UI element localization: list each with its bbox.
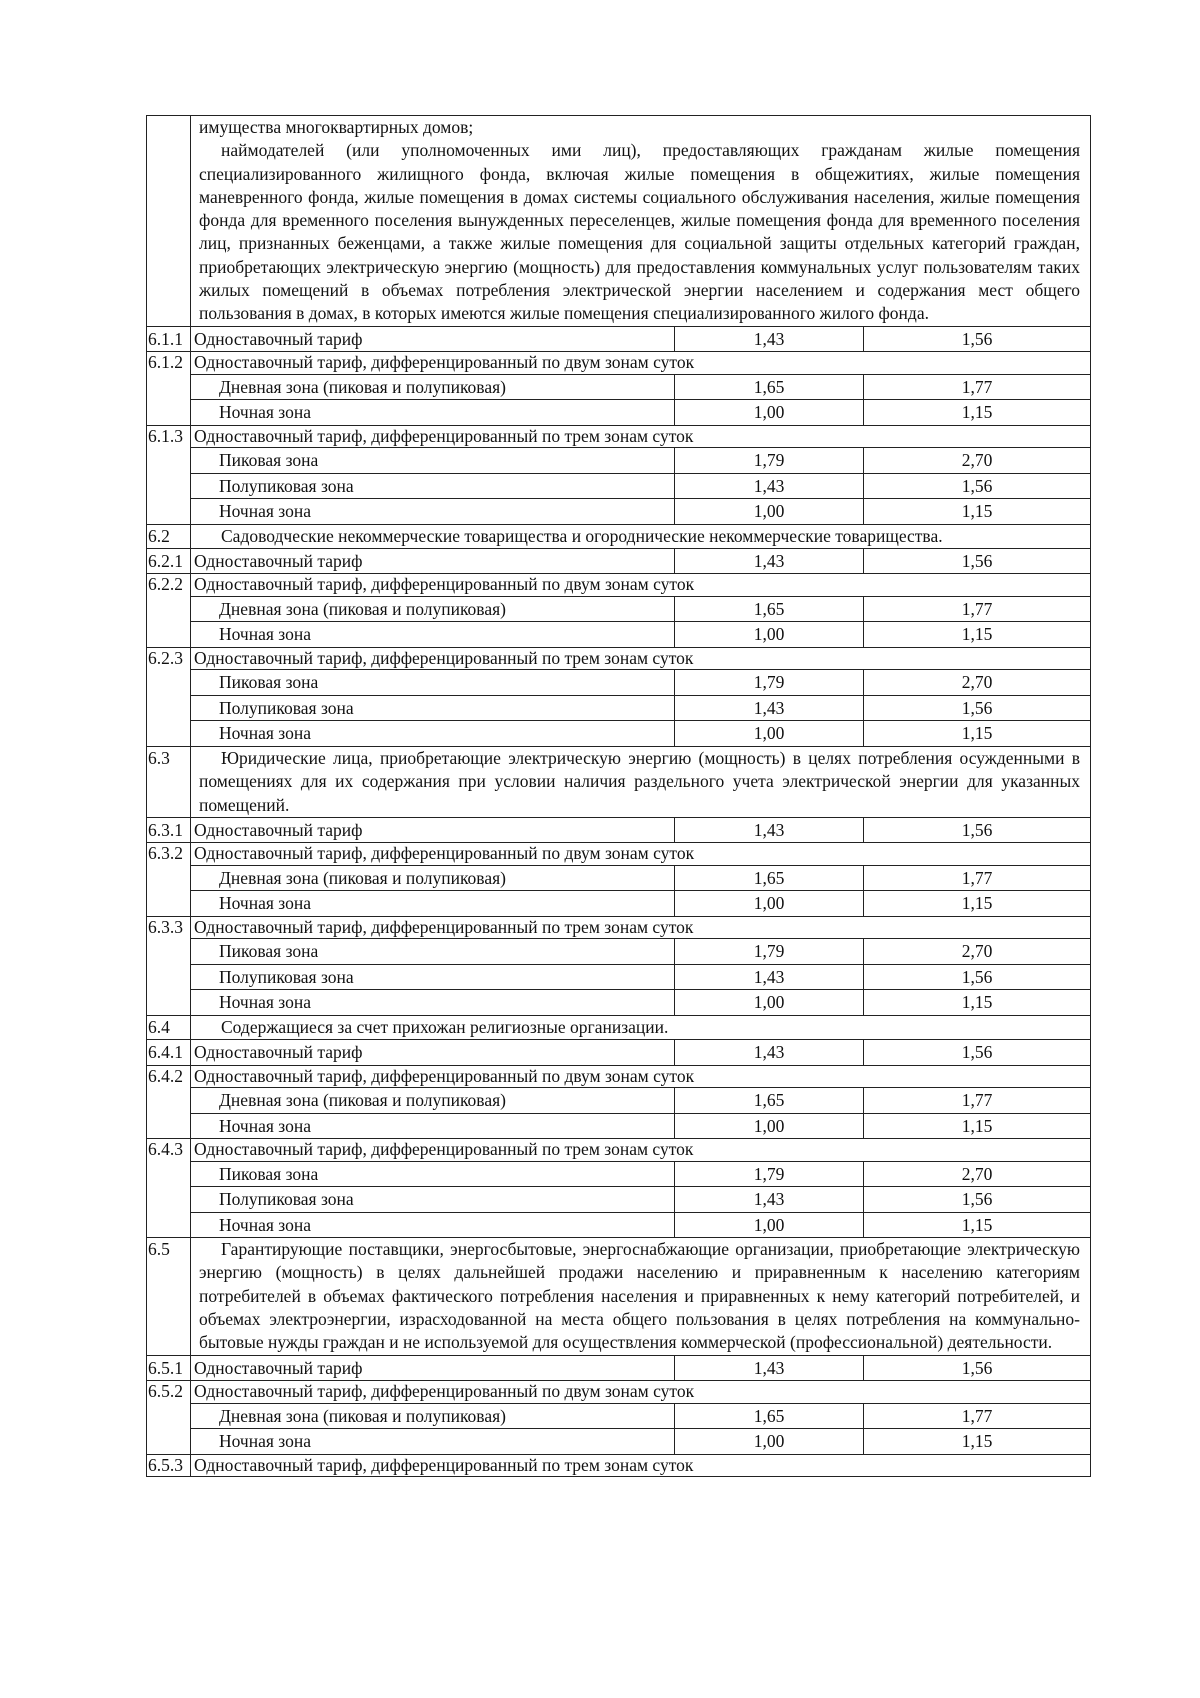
value-cell-1: 1,43	[675, 964, 864, 990]
value-cell-1: 1,65	[675, 865, 864, 891]
row-label: Одноставочный тариф	[191, 817, 675, 843]
value-cell-1: 1,43	[675, 326, 864, 352]
row-number: 6.5.2	[147, 1381, 191, 1455]
value-cell-2: 1,56	[864, 473, 1091, 499]
value-cell-2: 1,56	[864, 964, 1091, 990]
intro-cell	[191, 116, 1091, 327]
sub-row	[147, 374, 1091, 400]
value-cell-2: 1,15	[864, 400, 1091, 426]
sub-row	[147, 1429, 1091, 1455]
sub-row	[147, 990, 1091, 1016]
group-header-label: Одноставочный тариф, дифференцированный по двум зонам суток	[191, 352, 1091, 375]
row-number: 6.1.1	[147, 326, 191, 352]
value-cell-1: 1,00	[675, 499, 864, 525]
group-header-label: Одноставочный тариф, дифференцированный по двум зонам суток	[191, 1065, 1091, 1088]
zone-label: Ночная зона	[191, 499, 675, 525]
group-header-row	[147, 1381, 1091, 1404]
value-cell-1: 1,79	[675, 670, 864, 696]
section-row	[147, 1238, 1091, 1355]
zone-label: Дневная зона (пиковая и полупиковая)	[191, 596, 675, 622]
group-header-row	[147, 1065, 1091, 1088]
row-label: Одноставочный тариф	[191, 326, 675, 352]
value-cell-2: 1,15	[864, 1212, 1091, 1238]
row-number: 6.4.3	[147, 1139, 191, 1238]
section-description	[191, 1238, 1091, 1355]
value-cell-2: 1,15	[864, 891, 1091, 917]
row-number: 6.3.1	[147, 817, 191, 843]
value-cell-2: 1,77	[864, 596, 1091, 622]
intro-num-cell	[147, 116, 191, 327]
value-cell-1: 1,43	[675, 817, 864, 843]
group-header-label: Одноставочный тариф, дифференцированный по трем зонам суток	[191, 647, 1091, 670]
zone-label: Полупиковая зона	[191, 1187, 675, 1213]
value-cell-1: 1,43	[675, 695, 864, 721]
sub-row	[147, 448, 1091, 474]
group-header-label: Одноставочный тариф, дифференцированный по двум зонам суток	[191, 574, 1091, 597]
group-header-label: Одноставочный тариф, дифференцированный по двум зонам суток	[191, 1381, 1091, 1404]
value-cell-2: 1,77	[864, 1088, 1091, 1114]
zone-label: Ночная зона	[191, 891, 675, 917]
group-header-row	[147, 916, 1091, 939]
zone-label: Дневная зона (пиковая и полупиковая)	[191, 865, 675, 891]
section-text: Содержащиеся за счет прихожан религиозные организации.	[221, 1016, 669, 1037]
sub-row	[147, 1187, 1091, 1213]
value-cell-1: 1,00	[675, 891, 864, 917]
value-cell-2: 1,56	[864, 1187, 1091, 1213]
zone-label: Пиковая зона	[191, 670, 675, 696]
value-cell-1: 1,00	[675, 1429, 864, 1455]
intro-paragraph: наймодателей (или уполномоченных ими лиц), предоставляющих гражданам жилые помещения специализированного жилищного фонда, включая жилые помещения в общежитиях, жилые помещения маневренного фонда, жилые помещения в домах системы социального обслуживания населения, жилые помещения фонда для временного поселения вынужденных переселенцев, жилые помещения фонда для временного поселения лиц, признанных беженцами, а также жилые помещения для социальной защиты отдельных категорий граждан, приобретающих электрическую энергию (мощность) для предоставления коммунальных услуг пользователям таких жилых помещений в объемах потребления электрической энергии населением и содержания мест общего пользования в домах, в которых имеются жилые помещения специализированного жилого фонда.	[199, 140, 1080, 324]
row-label: Одноставочный тариф	[191, 548, 675, 574]
value-cell-2: 1,77	[864, 865, 1091, 891]
value-cell-2: 2,70	[864, 1161, 1091, 1187]
sub-row	[147, 1113, 1091, 1139]
value-cell-1: 1,43	[675, 548, 864, 574]
value-cell-1: 1,43	[675, 1187, 864, 1213]
zone-label: Пиковая зона	[191, 1161, 675, 1187]
sub-row	[147, 939, 1091, 965]
value-cell-1: 1,00	[675, 721, 864, 747]
zone-label: Ночная зона	[191, 1113, 675, 1139]
document-page	[146, 115, 1090, 1477]
value-cell-2: 2,70	[864, 670, 1091, 696]
value-cell-2: 1,77	[864, 1403, 1091, 1429]
value-cell-1: 1,00	[675, 1113, 864, 1139]
zone-label: Ночная зона	[191, 990, 675, 1016]
tariff-row	[147, 817, 1091, 843]
value-cell-2: 2,70	[864, 448, 1091, 474]
row-number: 6.1.3	[147, 425, 191, 524]
sub-row	[147, 964, 1091, 990]
row-number: 6.3.3	[147, 916, 191, 1015]
sub-row	[147, 499, 1091, 525]
row-label: Одноставочный тариф	[191, 1355, 675, 1381]
sub-row	[147, 1403, 1091, 1429]
sub-row	[147, 1088, 1091, 1114]
group-header-label: Одноставочный тариф, дифференцированный по трем зонам суток	[191, 916, 1091, 939]
tariff-row	[147, 326, 1091, 352]
sub-row	[147, 1212, 1091, 1238]
value-cell-1: 1,65	[675, 1088, 864, 1114]
value-cell-1: 1,00	[675, 990, 864, 1016]
zone-label: Ночная зона	[191, 622, 675, 648]
value-cell-2: 1,77	[864, 374, 1091, 400]
row-number: 6.4.1	[147, 1040, 191, 1066]
value-cell-1: 1,79	[675, 939, 864, 965]
zone-label: Ночная зона	[191, 1429, 675, 1455]
value-cell-1: 1,65	[675, 1403, 864, 1429]
group-header-row	[147, 647, 1091, 670]
tariff-row	[147, 1355, 1091, 1381]
value-cell-2: 1,56	[864, 817, 1091, 843]
section-row	[147, 746, 1091, 817]
intro-row	[147, 116, 1091, 327]
zone-label: Пиковая зона	[191, 939, 675, 965]
value-cell-2: 1,15	[864, 1113, 1091, 1139]
section-text: Гарантирующие поставщики, энергосбытовые, энергоснабжающие организации, приобретающие электрическую энергию (мощность) в целях дальнейшей продажи населению и приравненным к населению категориям потребителей в объемах фактического потребления населения и приравненных к нему категорий потребителей, и объемах электроэнергии, израсходованной на места общего пользования в целях потребления на коммунально-бытовые нужды граждан и не используемой для осуществления коммерческой (профессиональной) деятельности.	[199, 1239, 1080, 1353]
zone-label: Дневная зона (пиковая и полупиковая)	[191, 374, 675, 400]
group-header-row	[147, 1454, 1091, 1477]
value-cell-1: 1,79	[675, 1161, 864, 1187]
value-cell-1: 1,00	[675, 400, 864, 426]
section-text: Садоводческие некоммерческие товарищества и огороднические некоммерческие товарищества.	[221, 525, 943, 546]
section-number: 6.4	[147, 1015, 191, 1039]
row-number: 6.5.1	[147, 1355, 191, 1381]
sub-row	[147, 891, 1091, 917]
row-label: Одноставочный тариф	[191, 1040, 675, 1066]
zone-label: Полупиковая зона	[191, 695, 675, 721]
sub-row	[147, 695, 1091, 721]
value-cell-1: 1,65	[675, 596, 864, 622]
zone-label: Дневная зона (пиковая и полупиковая)	[191, 1088, 675, 1114]
section-description	[191, 746, 1091, 817]
value-cell-2: 1,56	[864, 1040, 1091, 1066]
value-cell-2: 1,56	[864, 326, 1091, 352]
tariff-row	[147, 1040, 1091, 1066]
value-cell-2: 1,15	[864, 721, 1091, 747]
zone-label: Ночная зона	[191, 721, 675, 747]
sub-row	[147, 473, 1091, 499]
tariff-table	[146, 115, 1091, 1477]
value-cell-2: 1,56	[864, 548, 1091, 574]
group-header-label: Одноставочный тариф, дифференцированный по двум зонам суток	[191, 843, 1091, 866]
row-number: 6.4.2	[147, 1065, 191, 1139]
value-cell-1: 1,43	[675, 1355, 864, 1381]
group-header-row	[147, 1139, 1091, 1162]
value-cell-1: 1,00	[675, 1212, 864, 1238]
section-description	[191, 1015, 1091, 1039]
sub-row	[147, 596, 1091, 622]
group-header-row	[147, 574, 1091, 597]
group-header-row	[147, 425, 1091, 448]
value-cell-1: 1,65	[675, 374, 864, 400]
tariff-table-body	[147, 116, 1091, 1477]
value-cell-2: 1,15	[864, 990, 1091, 1016]
sub-row	[147, 1161, 1091, 1187]
zone-label: Ночная зона	[191, 400, 675, 426]
value-cell-2: 1,56	[864, 695, 1091, 721]
value-cell-2: 2,70	[864, 939, 1091, 965]
sub-row	[147, 865, 1091, 891]
group-header-row	[147, 352, 1091, 375]
section-text: Юридические лица, приобретающие электрическую энергию (мощность) в целях потребления осужденными в помещениях для их содержания при условии наличия раздельного учета электрической энергии для указанных помещений.	[199, 747, 1080, 815]
section-row	[147, 1015, 1091, 1039]
group-header-row	[147, 843, 1091, 866]
row-number: 6.2.1	[147, 548, 191, 574]
row-number: 6.1.2	[147, 352, 191, 426]
intro-line: имущества многоквартирных домов;	[199, 117, 474, 137]
row-number: 6.2.3	[147, 647, 191, 746]
sub-row	[147, 400, 1091, 426]
section-number: 6.2	[147, 524, 191, 548]
value-cell-2: 1,15	[864, 1429, 1091, 1455]
zone-label: Дневная зона (пиковая и полупиковая)	[191, 1403, 675, 1429]
value-cell-2: 1,15	[864, 622, 1091, 648]
row-number: 6.3.2	[147, 843, 191, 917]
zone-label: Полупиковая зона	[191, 964, 675, 990]
section-number: 6.5	[147, 1238, 191, 1355]
value-cell-1: 1,43	[675, 473, 864, 499]
zone-label: Полупиковая зона	[191, 473, 675, 499]
sub-row	[147, 622, 1091, 648]
value-cell-2: 1,15	[864, 499, 1091, 525]
group-header-label: Одноставочный тариф, дифференцированный по трем зонам суток	[191, 1454, 1091, 1477]
value-cell-1: 1,00	[675, 622, 864, 648]
sub-row	[147, 721, 1091, 747]
tariff-row	[147, 548, 1091, 574]
value-cell-1: 1,43	[675, 1040, 864, 1066]
sub-row	[147, 670, 1091, 696]
section-row	[147, 524, 1091, 548]
row-number: 6.5.3	[147, 1454, 191, 1477]
group-header-label: Одноставочный тариф, дифференцированный по трем зонам суток	[191, 425, 1091, 448]
row-number: 6.2.2	[147, 574, 191, 648]
section-number: 6.3	[147, 746, 191, 817]
group-header-label: Одноставочный тариф, дифференцированный по трем зонам суток	[191, 1139, 1091, 1162]
zone-label: Ночная зона	[191, 1212, 675, 1238]
zone-label: Пиковая зона	[191, 448, 675, 474]
value-cell-1: 1,79	[675, 448, 864, 474]
section-description	[191, 524, 1091, 548]
value-cell-2: 1,56	[864, 1355, 1091, 1381]
